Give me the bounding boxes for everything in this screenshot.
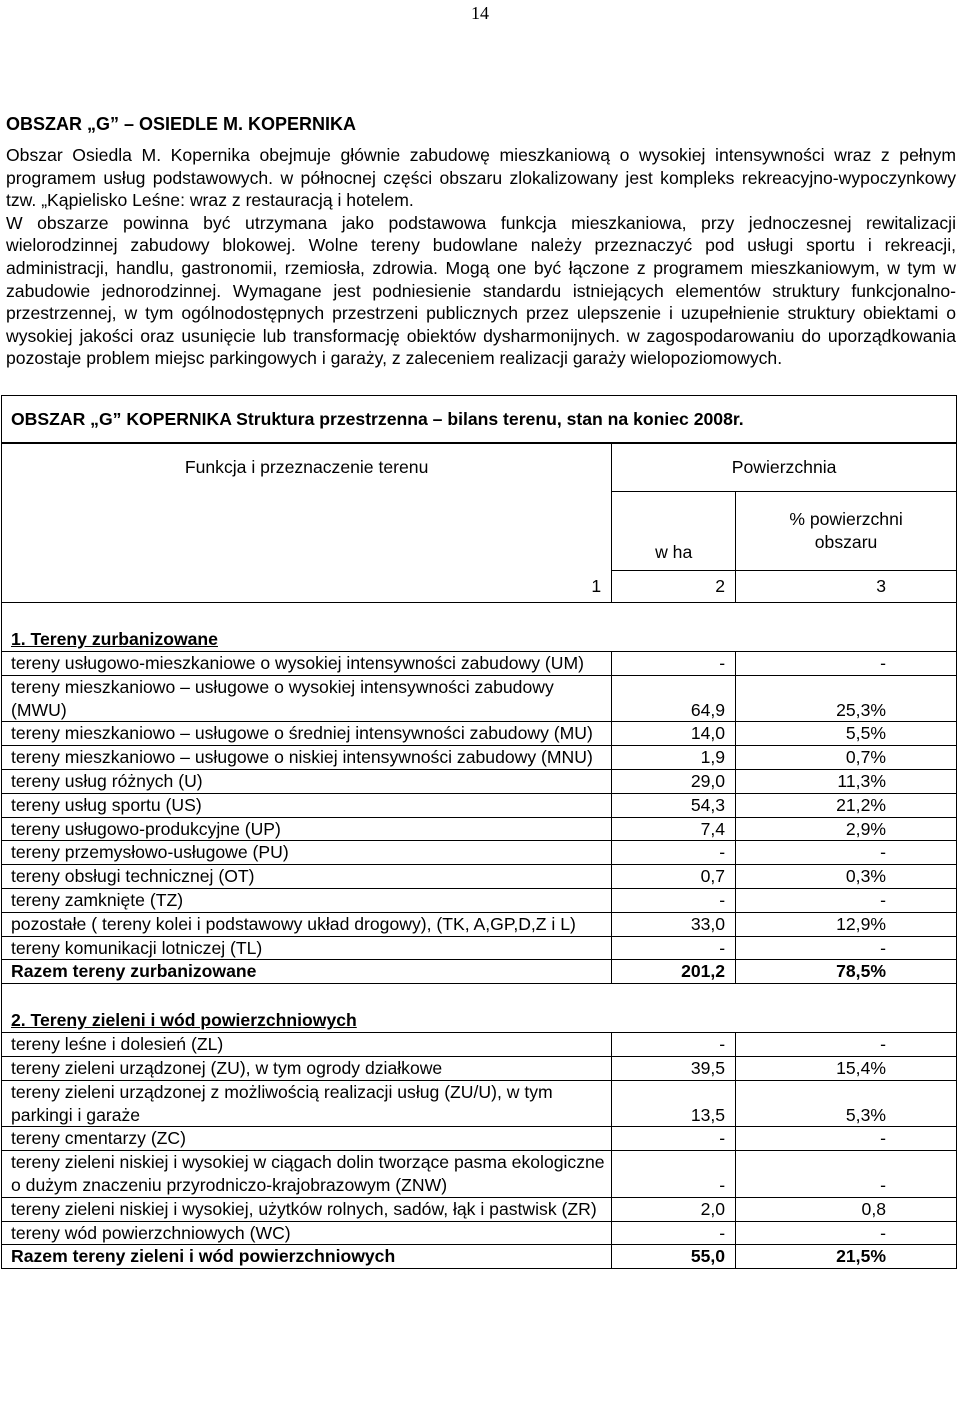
row-label: tereny usługowo-produkcyjne (UP) — [2, 817, 612, 841]
land-balance-table — [1, 443, 957, 1269]
row-area-percent: 21,5% — [736, 1245, 957, 1269]
table-row — [2, 936, 957, 960]
row-label: tereny usługowo-mieszkaniowe o wysokiej intensywności zabudowy (UM) — [2, 652, 612, 676]
row-label: tereny mieszkaniowo – usługowe o średniej intensywności zabudowy (MU) — [2, 722, 612, 746]
row-label: tereny zieleni urządzonej z możliwością realizacji usług (ZU/U), w tym parkingi i garaże — [2, 1080, 612, 1127]
table-row — [2, 746, 957, 770]
row-area-percent: 25,3% — [736, 675, 957, 722]
row-label: tereny przemysłowo-usługowe (PU) — [2, 841, 612, 865]
table-row — [2, 1080, 957, 1127]
table-row — [2, 1197, 957, 1221]
row-area-percent: - — [736, 936, 957, 960]
row-label: tereny obsługi technicznej (OT) — [2, 865, 612, 889]
row-label: tereny mieszkaniowo – usługowe o wysokiej intensywności zabudowy (MWU) — [2, 675, 612, 722]
section-heading: 2. Tereny zieleni i wód powierzchniowych — [11, 1010, 357, 1031]
row-area-percent: 78,5% — [736, 960, 957, 984]
table-title: OBSZAR „G” KOPERNIKA Struktura przestrzenna – bilans terenu, stan na koniec 2008r. — [1, 395, 957, 443]
table-row — [2, 769, 957, 793]
section-title: OBSZAR „G” – OSIEDLE M. KOPERNIKA — [6, 114, 357, 134]
header-index-2: 2 — [612, 571, 736, 603]
row-label: tereny usług różnych (U) — [2, 769, 612, 793]
total-row — [2, 1245, 957, 1269]
header-ha: w ha — [612, 492, 736, 571]
header-percent: % powierzchni obszaru — [736, 492, 957, 571]
row-area-percent: - — [736, 652, 957, 676]
row-area-percent: 0,8 — [736, 1197, 957, 1221]
row-area-percent: - — [736, 888, 957, 912]
row-label: tereny komunikacji lotniczej (TL) — [2, 936, 612, 960]
row-area-ha: 201,2 — [612, 960, 736, 984]
row-area-ha: 14,0 — [612, 722, 736, 746]
row-label: Razem tereny zieleni i wód powierzchniowych — [2, 1245, 612, 1269]
row-area-ha: 2,0 — [612, 1197, 736, 1221]
header-index-3: 3 — [736, 571, 957, 603]
row-area-ha: 55,0 — [612, 1245, 736, 1269]
row-area-percent: 5,5% — [736, 722, 957, 746]
table-row — [2, 1151, 957, 1198]
row-area-percent: - — [736, 1221, 957, 1245]
row-area-percent: 12,9% — [736, 912, 957, 936]
intro-paragraph-1: Obszar Osiedla M. Kopernika obejmuje głównie zabudowę mieszkaniową o wysokiej intensywności wraz z pełnym programem usług podstawowych. w północnej części obszaru zlokalizowany jest kompleks rekreacyjno-wypoczynkowy tzw. „Kąpielisko Leśne: wraz z restauracją i hotelem. — [6, 145, 956, 211]
row-area-percent: - — [736, 1033, 957, 1057]
page-number: 14 — [471, 3, 489, 23]
row-label: tereny zieleni urządzonej (ZU), w tym ogrody działkowe — [2, 1056, 612, 1080]
row-label: tereny zieleni niskiej i wysokiej, użytków rolnych, sadów, łąk i pastwisk (ZR) — [2, 1197, 612, 1221]
row-area-ha: - — [612, 1151, 736, 1198]
row-label: tereny zieleni niskiej i wysokiej w ciągach dolin tworzące pasma ekologiczne o dużym znaczeniu przyrodniczo-krajobrazowym (ZNW) — [2, 1151, 612, 1198]
header-function: Funkcja i przeznaczenie terenu — [2, 444, 612, 571]
table-row — [2, 912, 957, 936]
header-area: Powierzchnia — [612, 444, 957, 492]
row-area-percent: 21,2% — [736, 793, 957, 817]
row-area-percent: - — [736, 1151, 957, 1198]
total-row — [2, 960, 957, 984]
row-area-ha: 0,7 — [612, 865, 736, 889]
table-row — [2, 817, 957, 841]
row-area-percent: - — [736, 841, 957, 865]
table-row — [2, 1056, 957, 1080]
row-area-ha: 64,9 — [612, 675, 736, 722]
row-area-ha: 13,5 — [612, 1080, 736, 1127]
row-area-percent: 0,3% — [736, 865, 957, 889]
table-row — [2, 675, 957, 722]
row-area-ha: 33,0 — [612, 912, 736, 936]
row-area-ha: 7,4 — [612, 817, 736, 841]
header-index-1: 1 — [2, 571, 612, 603]
row-area-percent: 5,3% — [736, 1080, 957, 1127]
section-title-row — [2, 984, 957, 1033]
row-label: tereny usług sportu (US) — [2, 793, 612, 817]
table-row — [2, 1033, 957, 1057]
row-area-ha: 1,9 — [612, 746, 736, 770]
row-label: tereny wód powierzchniowych (WC) — [2, 1221, 612, 1245]
row-area-ha: 29,0 — [612, 769, 736, 793]
table-row — [2, 1221, 957, 1245]
table-row — [2, 888, 957, 912]
row-label: Razem tereny zurbanizowane — [2, 960, 612, 984]
table-row — [2, 865, 957, 889]
row-area-ha: - — [612, 1221, 736, 1245]
row-label: tereny leśne i dolesień (ZL) — [2, 1033, 612, 1057]
row-area-percent: 11,3% — [736, 769, 957, 793]
row-area-ha: - — [612, 652, 736, 676]
section-title-row — [2, 603, 957, 652]
row-area-percent: - — [736, 1127, 957, 1151]
row-area-ha: 39,5 — [612, 1056, 736, 1080]
table-row — [2, 1127, 957, 1151]
row-label: tereny zamknięte (TZ) — [2, 888, 612, 912]
table-row — [2, 841, 957, 865]
row-area-percent: 15,4% — [736, 1056, 957, 1080]
row-area-ha: - — [612, 1127, 736, 1151]
row-area-ha: - — [612, 1033, 736, 1057]
row-area-percent: 2,9% — [736, 817, 957, 841]
row-area-ha: - — [612, 936, 736, 960]
row-label: pozostałe ( tereny kolei i podstawowy układ drogowy), (TK, A,GP,D,Z i L) — [2, 912, 612, 936]
row-label: tereny cmentarzy (ZC) — [2, 1127, 612, 1151]
row-area-ha: 54,3 — [612, 793, 736, 817]
section-heading: 1. Tereny zurbanizowane — [11, 629, 218, 650]
row-label: tereny mieszkaniowo – usługowe o niskiej intensywności zabudowy (MNU) — [2, 746, 612, 770]
row-area-percent: 0,7% — [736, 746, 957, 770]
table-row — [2, 793, 957, 817]
intro-text — [6, 144, 956, 370]
row-area-ha: - — [612, 888, 736, 912]
intro-paragraph-2: W obszarze powinna być utrzymana jako podstawowa funkcja mieszkaniowa, przy jednoczesnej rewitalizacji wielorodzinnej zabudowy blokowej. Wolne tereny budowlane należy przeznaczyć pod usługi sportu i rekreacji, administracji, handlu, gastronomii, rzemiosła, zdrowia. Mogą one być łączone z programem mieszkaniowym, w tym w zabudowie jednorodzinnej. Wymagane jest podniesienie standardu istniejących elementów struktury funkcjonalno-przestrzennej, w tym ogólnodostępnych przestrzeni publicznych przez ulepszenie i uzupełnienie struktury obiektami o wysokiej jakości oraz usunięcie lub transformację obiektów dysharmonijnych. w zagospodarowaniu do uporządkowania pozostaje problem miejsc parkingowych i garaży, z zaleceniem realizacji garaży wielopoziomowych. — [6, 212, 956, 369]
table-row — [2, 722, 957, 746]
table-row — [2, 652, 957, 676]
row-area-ha: - — [612, 841, 736, 865]
